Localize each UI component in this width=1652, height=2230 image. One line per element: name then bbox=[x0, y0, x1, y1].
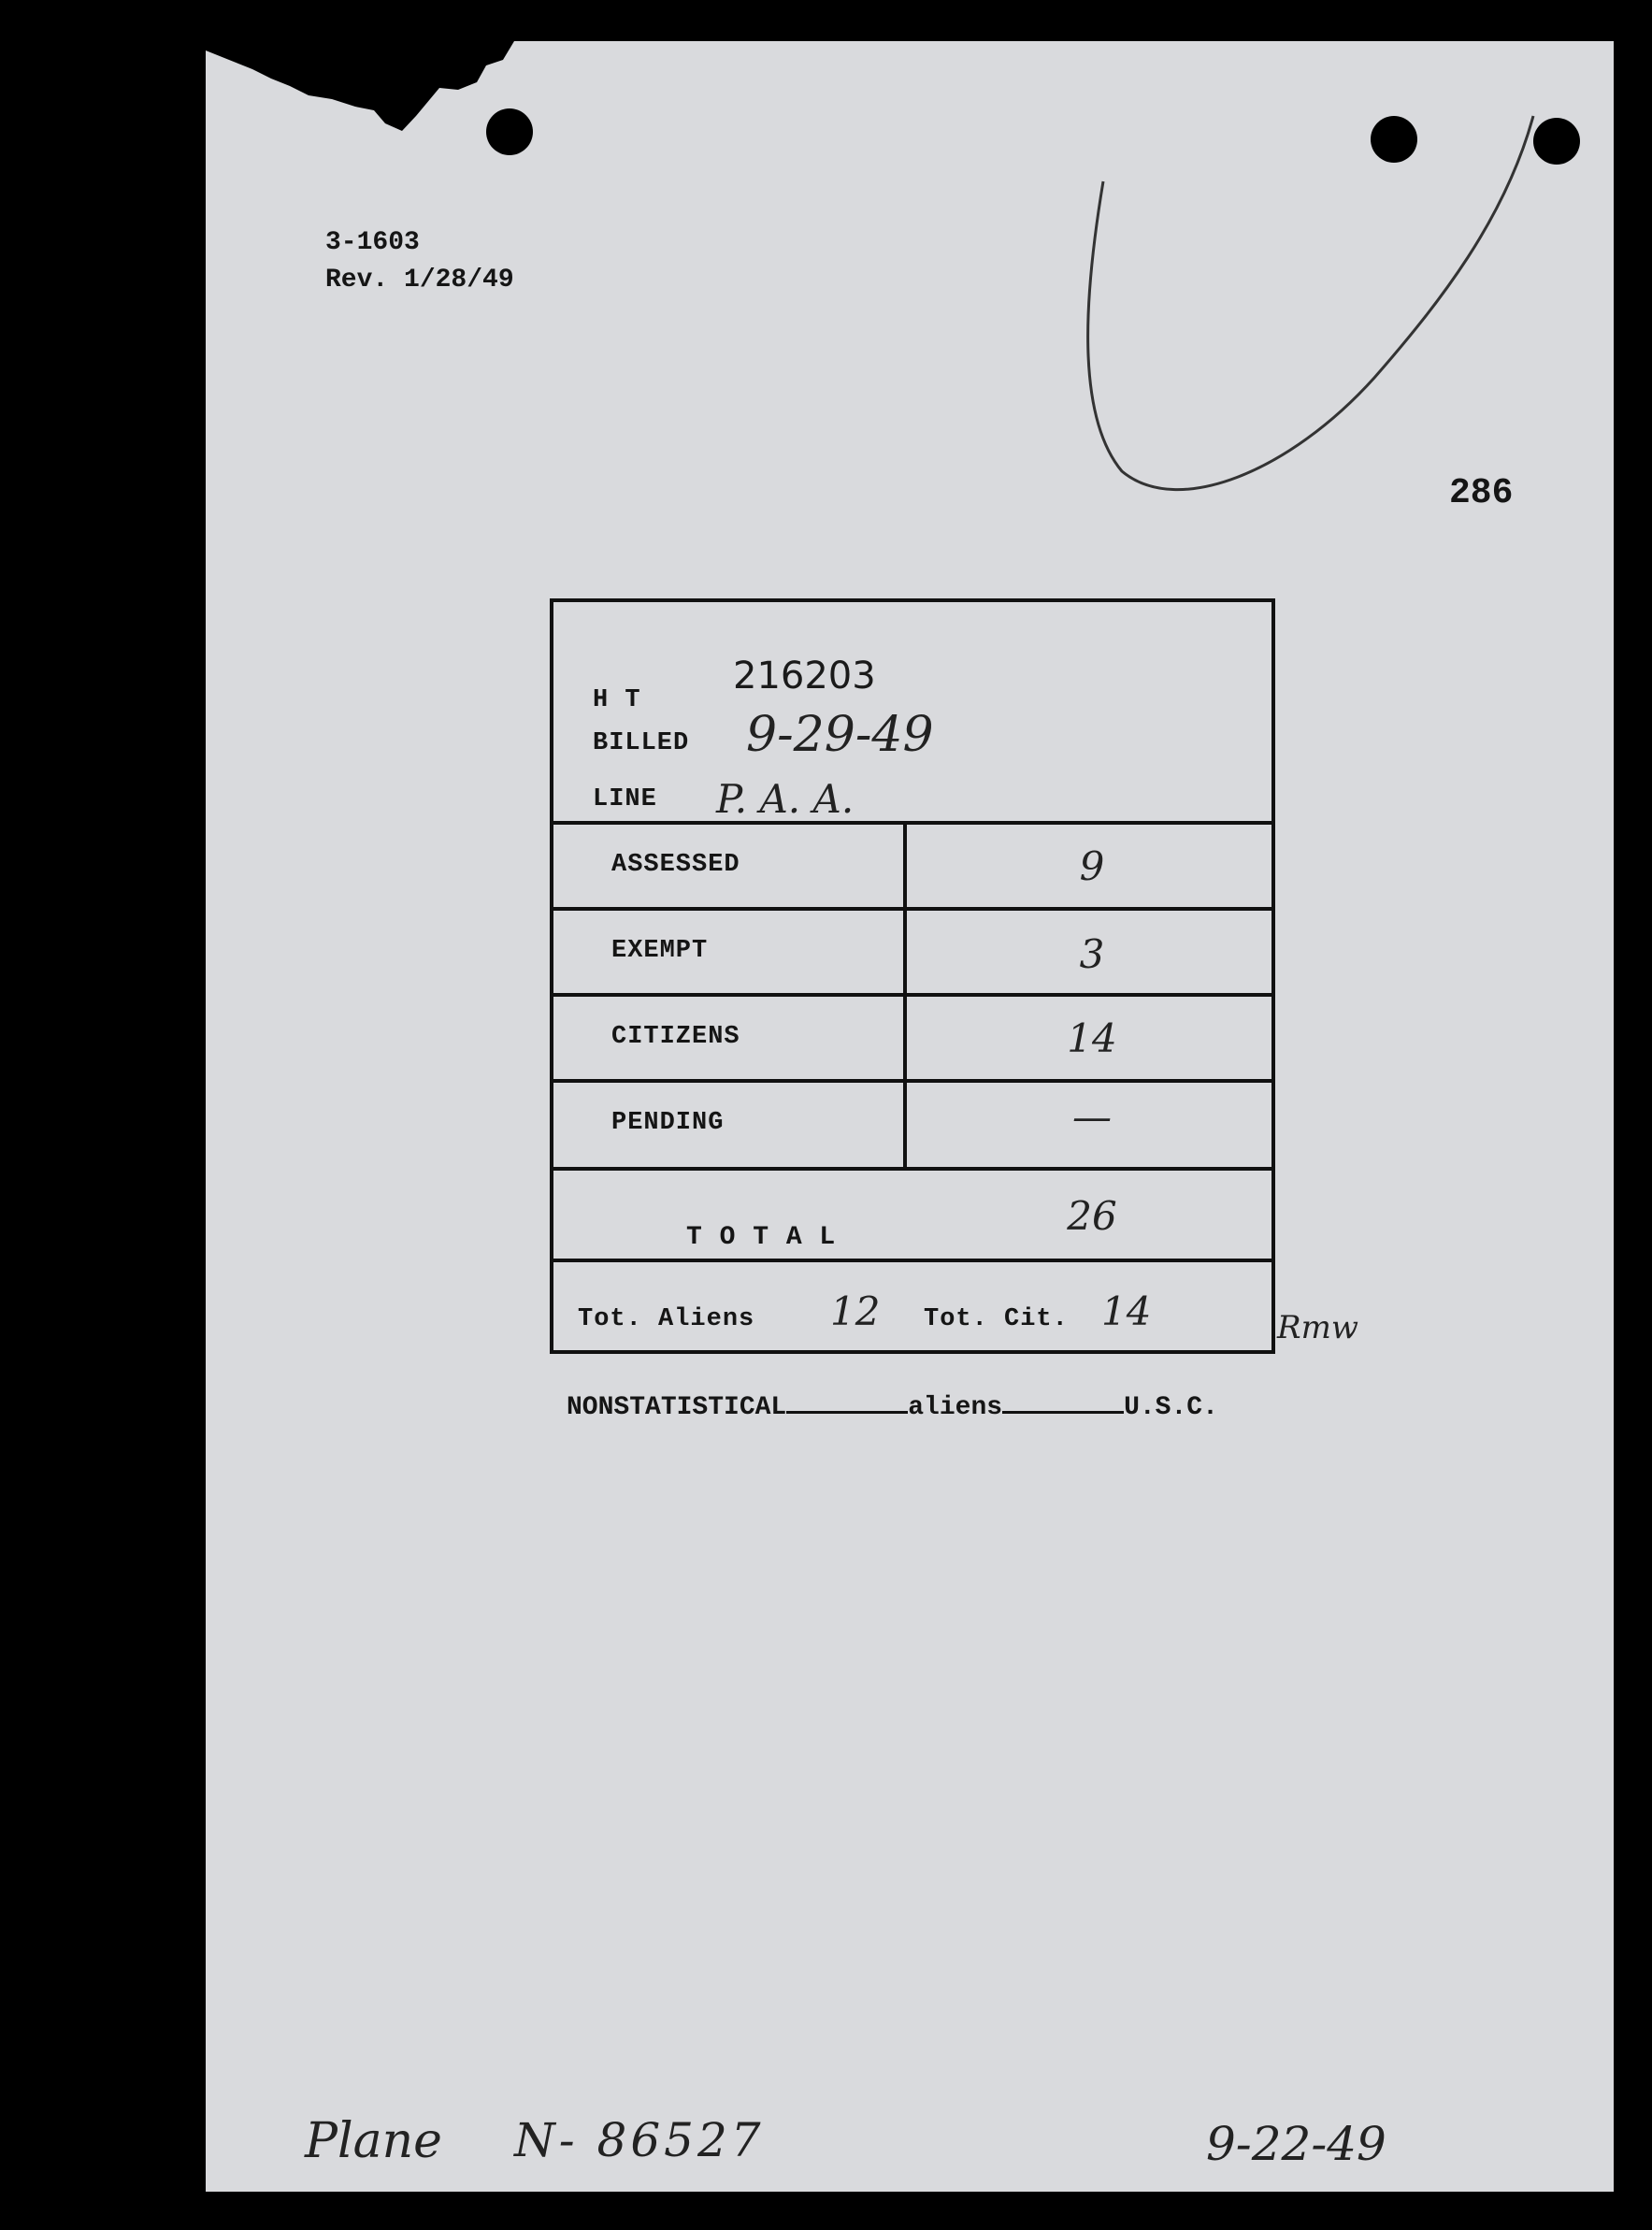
citizens-label: CITIZENS bbox=[611, 1023, 740, 1051]
assessed-label: ASSESSED bbox=[611, 851, 740, 879]
page-number: 286 bbox=[1449, 473, 1514, 513]
assessed-value: 9 bbox=[1079, 843, 1105, 889]
citizens-value: 14 bbox=[1067, 1015, 1117, 1061]
total-value: 26 bbox=[1067, 1193, 1117, 1239]
plane-number: N- 86527 bbox=[514, 2113, 765, 2167]
tally-form bbox=[550, 598, 1275, 1354]
initials: Rmw bbox=[1277, 1309, 1358, 1346]
total-aliens-value: 12 bbox=[830, 1288, 881, 1334]
nonstatistical-blank-2 bbox=[1002, 1411, 1124, 1414]
footer-date: 9-22-49 bbox=[1206, 2117, 1386, 2171]
pending-value: — bbox=[1072, 1094, 1112, 1140]
total-citizens-label: Tot. Cit. bbox=[924, 1305, 1069, 1333]
exempt-value: 3 bbox=[1079, 931, 1105, 977]
form-revision: Rev. 1/28/49 bbox=[325, 266, 514, 295]
pending-label: PENDING bbox=[611, 1109, 725, 1137]
form-number: 3-1603 bbox=[325, 228, 420, 257]
check-mark bbox=[1066, 79, 1552, 527]
nonstatistical-line bbox=[567, 1393, 1218, 1422]
nonstatistical-aliens-label: aliens bbox=[908, 1393, 1003, 1422]
document-page bbox=[206, 41, 1614, 2192]
plane-label: Plane bbox=[305, 2113, 442, 2169]
ht-label: H T bbox=[593, 686, 641, 714]
line-value: P. A. A. bbox=[716, 776, 855, 822]
nonstatistical-label: NONSTATISTICAL bbox=[567, 1393, 787, 1422]
billed-label: BILLED bbox=[593, 729, 690, 757]
total-label: T O T A L bbox=[686, 1223, 837, 1252]
nonstatistical-usc-label: U.S.C. bbox=[1124, 1393, 1218, 1422]
line-label: LINE bbox=[593, 785, 657, 813]
billed-value: 9-29-49 bbox=[746, 707, 934, 763]
nonstatistical-blank-1 bbox=[786, 1411, 908, 1414]
punch-hole-left bbox=[486, 108, 533, 155]
exempt-label: EXEMPT bbox=[611, 937, 709, 965]
total-citizens-value: 14 bbox=[1101, 1288, 1152, 1334]
total-aliens-label: Tot. Aliens bbox=[578, 1305, 755, 1333]
ht-value: 216203 bbox=[733, 655, 876, 698]
